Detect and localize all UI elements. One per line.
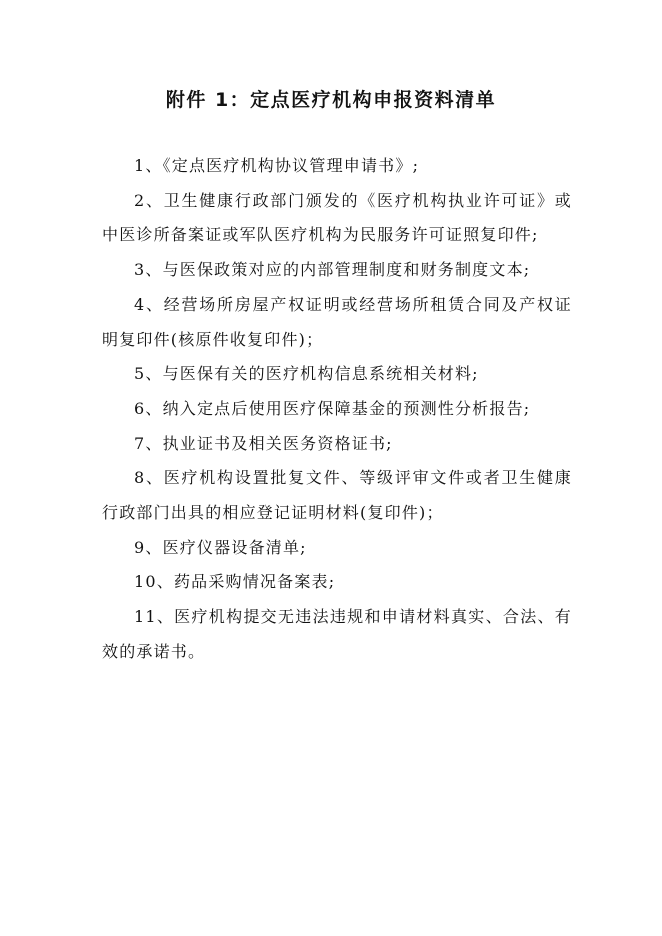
list-item-2: 2、卫生健康行政部门颁发的《医疗机构执业许可证》或中医诊所备案证或军队医疗机构为民服务许可证照复印件; bbox=[102, 190, 572, 245]
list-item-7: 7、执业证书及相关医务资格证书; bbox=[134, 433, 393, 453]
list-item-5: 5、与医保有关的医疗机构信息系统相关材料; bbox=[134, 364, 479, 384]
list-item-9: 9、医疗仪器设备清单; bbox=[134, 537, 307, 557]
list-item-4: 4、经营场所房屋产权证明或经营场所租赁合同及产权证明复印件(核原件收复印件)； bbox=[102, 294, 572, 349]
list-item-3: 3、与医保政策对应的内部管理制度和财务制度文本; bbox=[134, 260, 531, 280]
list-item-11: 11、医疗机构提交无违法违规和申请材料真实、合法、有效的承诺书。 bbox=[102, 607, 572, 661]
document-body bbox=[102, 149, 572, 670]
list-item-10: 10、药品采购情况备案表; bbox=[134, 572, 336, 592]
list-item-1: 1、《定点医疗机构协议管理申请书》; bbox=[134, 156, 420, 175]
list-item-8: 8、医疗机构设置批复文件、等级评审文件或者卫生健康行政部门出具的相应登记证明材料(复印件)； bbox=[102, 468, 572, 523]
list-item-6: 6、纳入定点后使用医疗保障基金的预测性分析报告; bbox=[134, 398, 531, 418]
document-title: 附件 1：定点医疗机构申报资料清单 bbox=[165, 89, 497, 111]
